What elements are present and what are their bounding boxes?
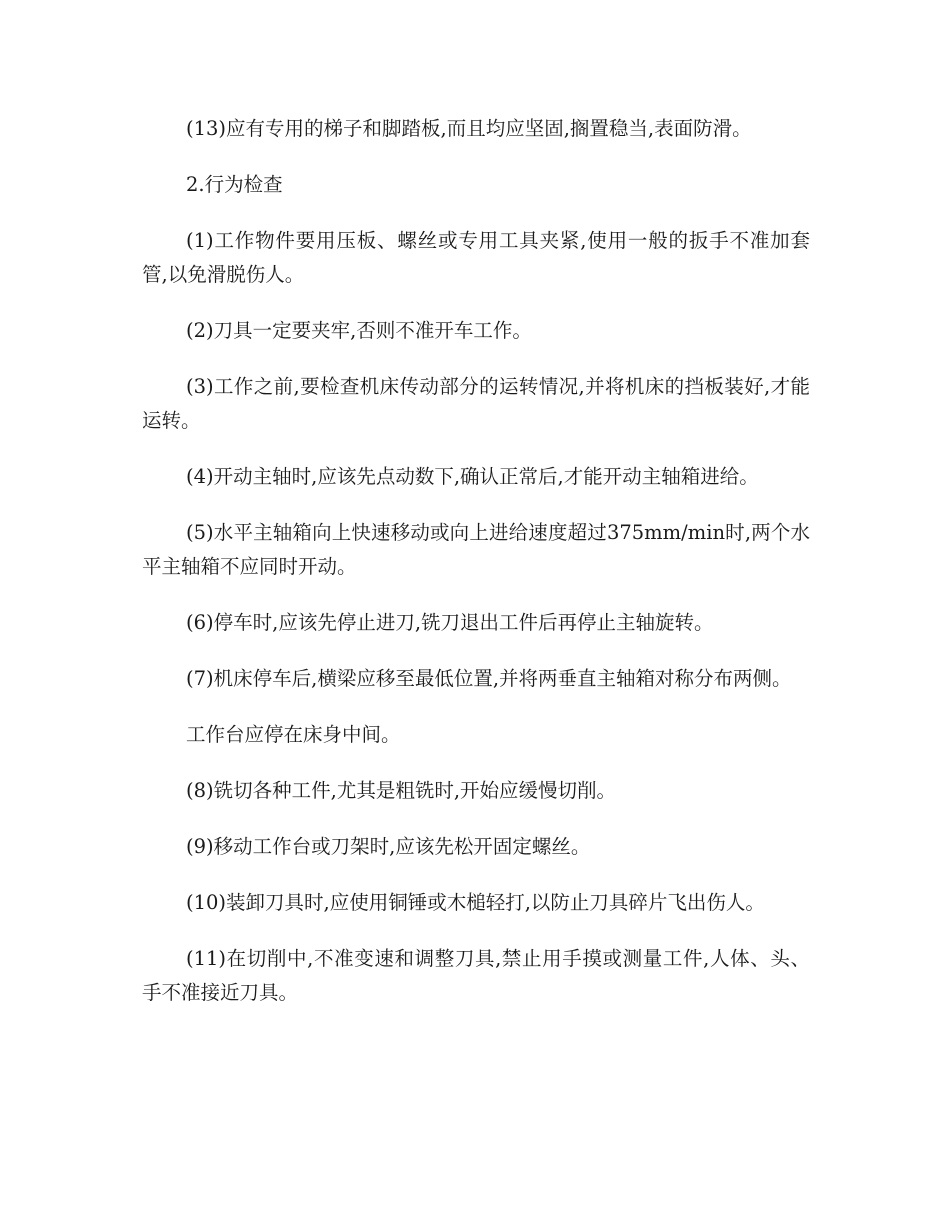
paragraph-item-5: (5)水平主轴箱向上快速移动或向上进给速度超过375mm/min时,两个水平主轴箱不应同时开动。 <box>142 521 810 578</box>
paragraph-item-2: (2)刀具一定要夹牢,否则不准开车工作。 <box>186 319 532 342</box>
paragraph-item-7-continued: 工作台应停在床身中间。 <box>186 723 401 746</box>
paragraph-item-1: (1)工作物件要用压板、螺丝或专用工具夹紧,使用一般的扳手不准加套管,以免滑脱伤人。 <box>142 229 810 286</box>
paragraph-item-13-ladders: (13)应有专用的梯子和脚踏板,而且均应坚固,搁置稳当,表面防滑。 <box>186 117 752 140</box>
paragraph-item-3: (3)工作之前,要检查机床传动部分的运转情况,并将机床的挡板装好,才能运转。 <box>142 375 810 432</box>
paragraph-item-6: (6)停车时,应该先停止进刀,铣刀退出工件后再停止主轴旋转。 <box>186 611 714 634</box>
paragraph-item-9: (9)移动工作台或刀架时,应该先松开固定螺丝。 <box>186 835 591 858</box>
paragraph-item-10: (10)装卸刀具时,应使用铜锤或木槌轻打,以防止刀具碎片飞出伤人。 <box>186 891 765 914</box>
section-heading-behavior-check: 2.行为检查 <box>186 173 283 196</box>
paragraph-item-4: (4)开动主轴时,应该先点动数下,确认正常后,才能开动主轴箱进给。 <box>186 465 759 488</box>
paragraph-item-7: (7)机床停车后,横梁应移至最低位置,并将两垂直主轴箱对称分布两侧。 <box>186 667 792 690</box>
paragraph-item-11: (11)在切削中,不准变速和调整刀具,禁止用手摸或测量工件,人体、头、手不准接近刀具。 <box>142 947 810 1004</box>
paragraph-item-8: (8)铣切各种工件,尤其是粗铣时,开始应缓慢切削。 <box>186 779 617 802</box>
